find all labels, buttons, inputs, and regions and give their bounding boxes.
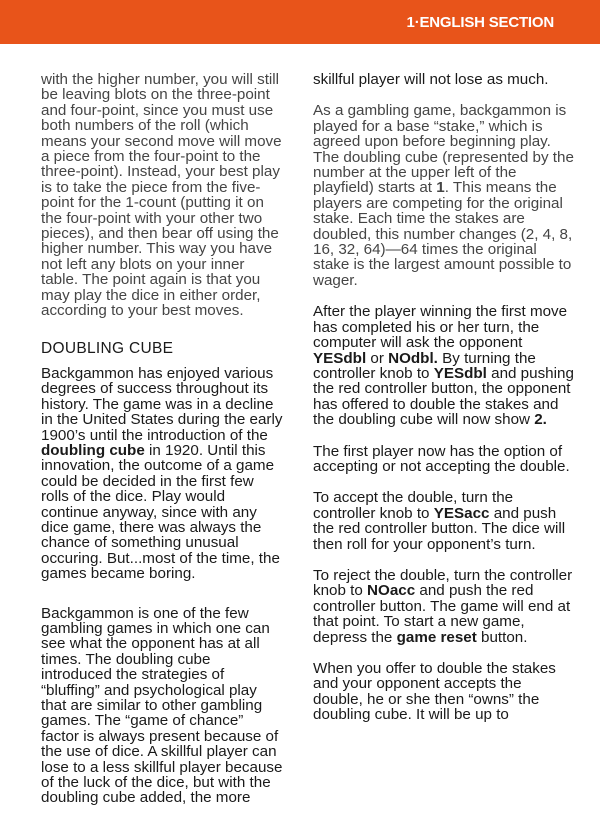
right-paragraph-6: When you offer to double the stakes and your opponent accepts the double, he or she then “owns” the doubling cube. It will be up to (313, 660, 556, 724)
right-paragraph-0: skillful player will not lose as much. (313, 71, 549, 88)
right-column (313, 72, 575, 723)
right-paragraph-1: As a gambling game, backgammon is played for a base “stake,” which is agreed upon before beginning play. The doubling cube (represented by the number at the upper left of the playfield) starts at 1. This means the players are competing for the original stake. Each time the stakes are doubled, this number changes (2, 4, 8, 16, 32, 64)—64 times the original stake is the largest amount possible to wager. (313, 102, 574, 289)
right-paragraph-5: To reject the double, turn the controller knob to NOacc and push the red controller button. The game will end at that point. To start a new game, depress the game reset button. (313, 566, 573, 646)
right-paragraph-4: To accept the double, turn the controller knob to YESacc and push the red controller button. The dice will then roll for your opponent’s turn. (313, 489, 566, 553)
left-paragraph-2: Backgammon has enjoyed various degrees of success throughout its history. The game was in a decline in the United States during the early 1900’s until the introduction of the doubling cube in 1920. Until this innovation, the outcome of a game could be decided in the first few rolls of the dice. Play would continue anyway, since with any dice game, there was always the chance of something unusual occuring. But...most of the time, the games became boring. (41, 364, 283, 583)
right-paragraph-3: The first player now has the option of accepting or not accepting the double. (313, 442, 570, 475)
left-paragraph-1: with the higher number, you will still be leaving blots on the three-point and four-point, since you must use both numbers of the roll (which means your second move will move a piece from the four-point to the three-point). Instead, your best play is to take the piece from the five-point for the 1-count (putting it on the four-point with your other two pieces), and then bear off using the higher number. This way you have not left any blots on your inner table. The point again is that you may play the dice in either order, according to your best moves. (41, 71, 282, 320)
section-title: 1·ENGLISH SECTION (406, 14, 554, 31)
left-paragraph-3: Backgammon is one of the few gambling games in which one can see what the opponent has at all times. The doubling cube introduced the strategies of “bluffing” and psychological play that are similar to other gambling games. The “game of chance” factor is always present because of the use of dice. A skillful player can lose to a less skillful player because of the luck of the dice, but with the doubling cube added, the more (41, 604, 283, 807)
doubling-cube-heading: DOUBLING CUBE (41, 339, 174, 357)
left-column (41, 72, 285, 806)
doubling-cube-term: doubling cube (41, 441, 145, 459)
section-header-bar (0, 0, 600, 44)
right-paragraph-2: After the player winning the first move has completed his or her turn, the computer will ask the opponent YESdbl or NOdbl. By turning the controller knob to YESdbl and pushing the red controller button, the opponent has offered to double the stakes and the doubling cube will now show 2. (313, 303, 574, 429)
